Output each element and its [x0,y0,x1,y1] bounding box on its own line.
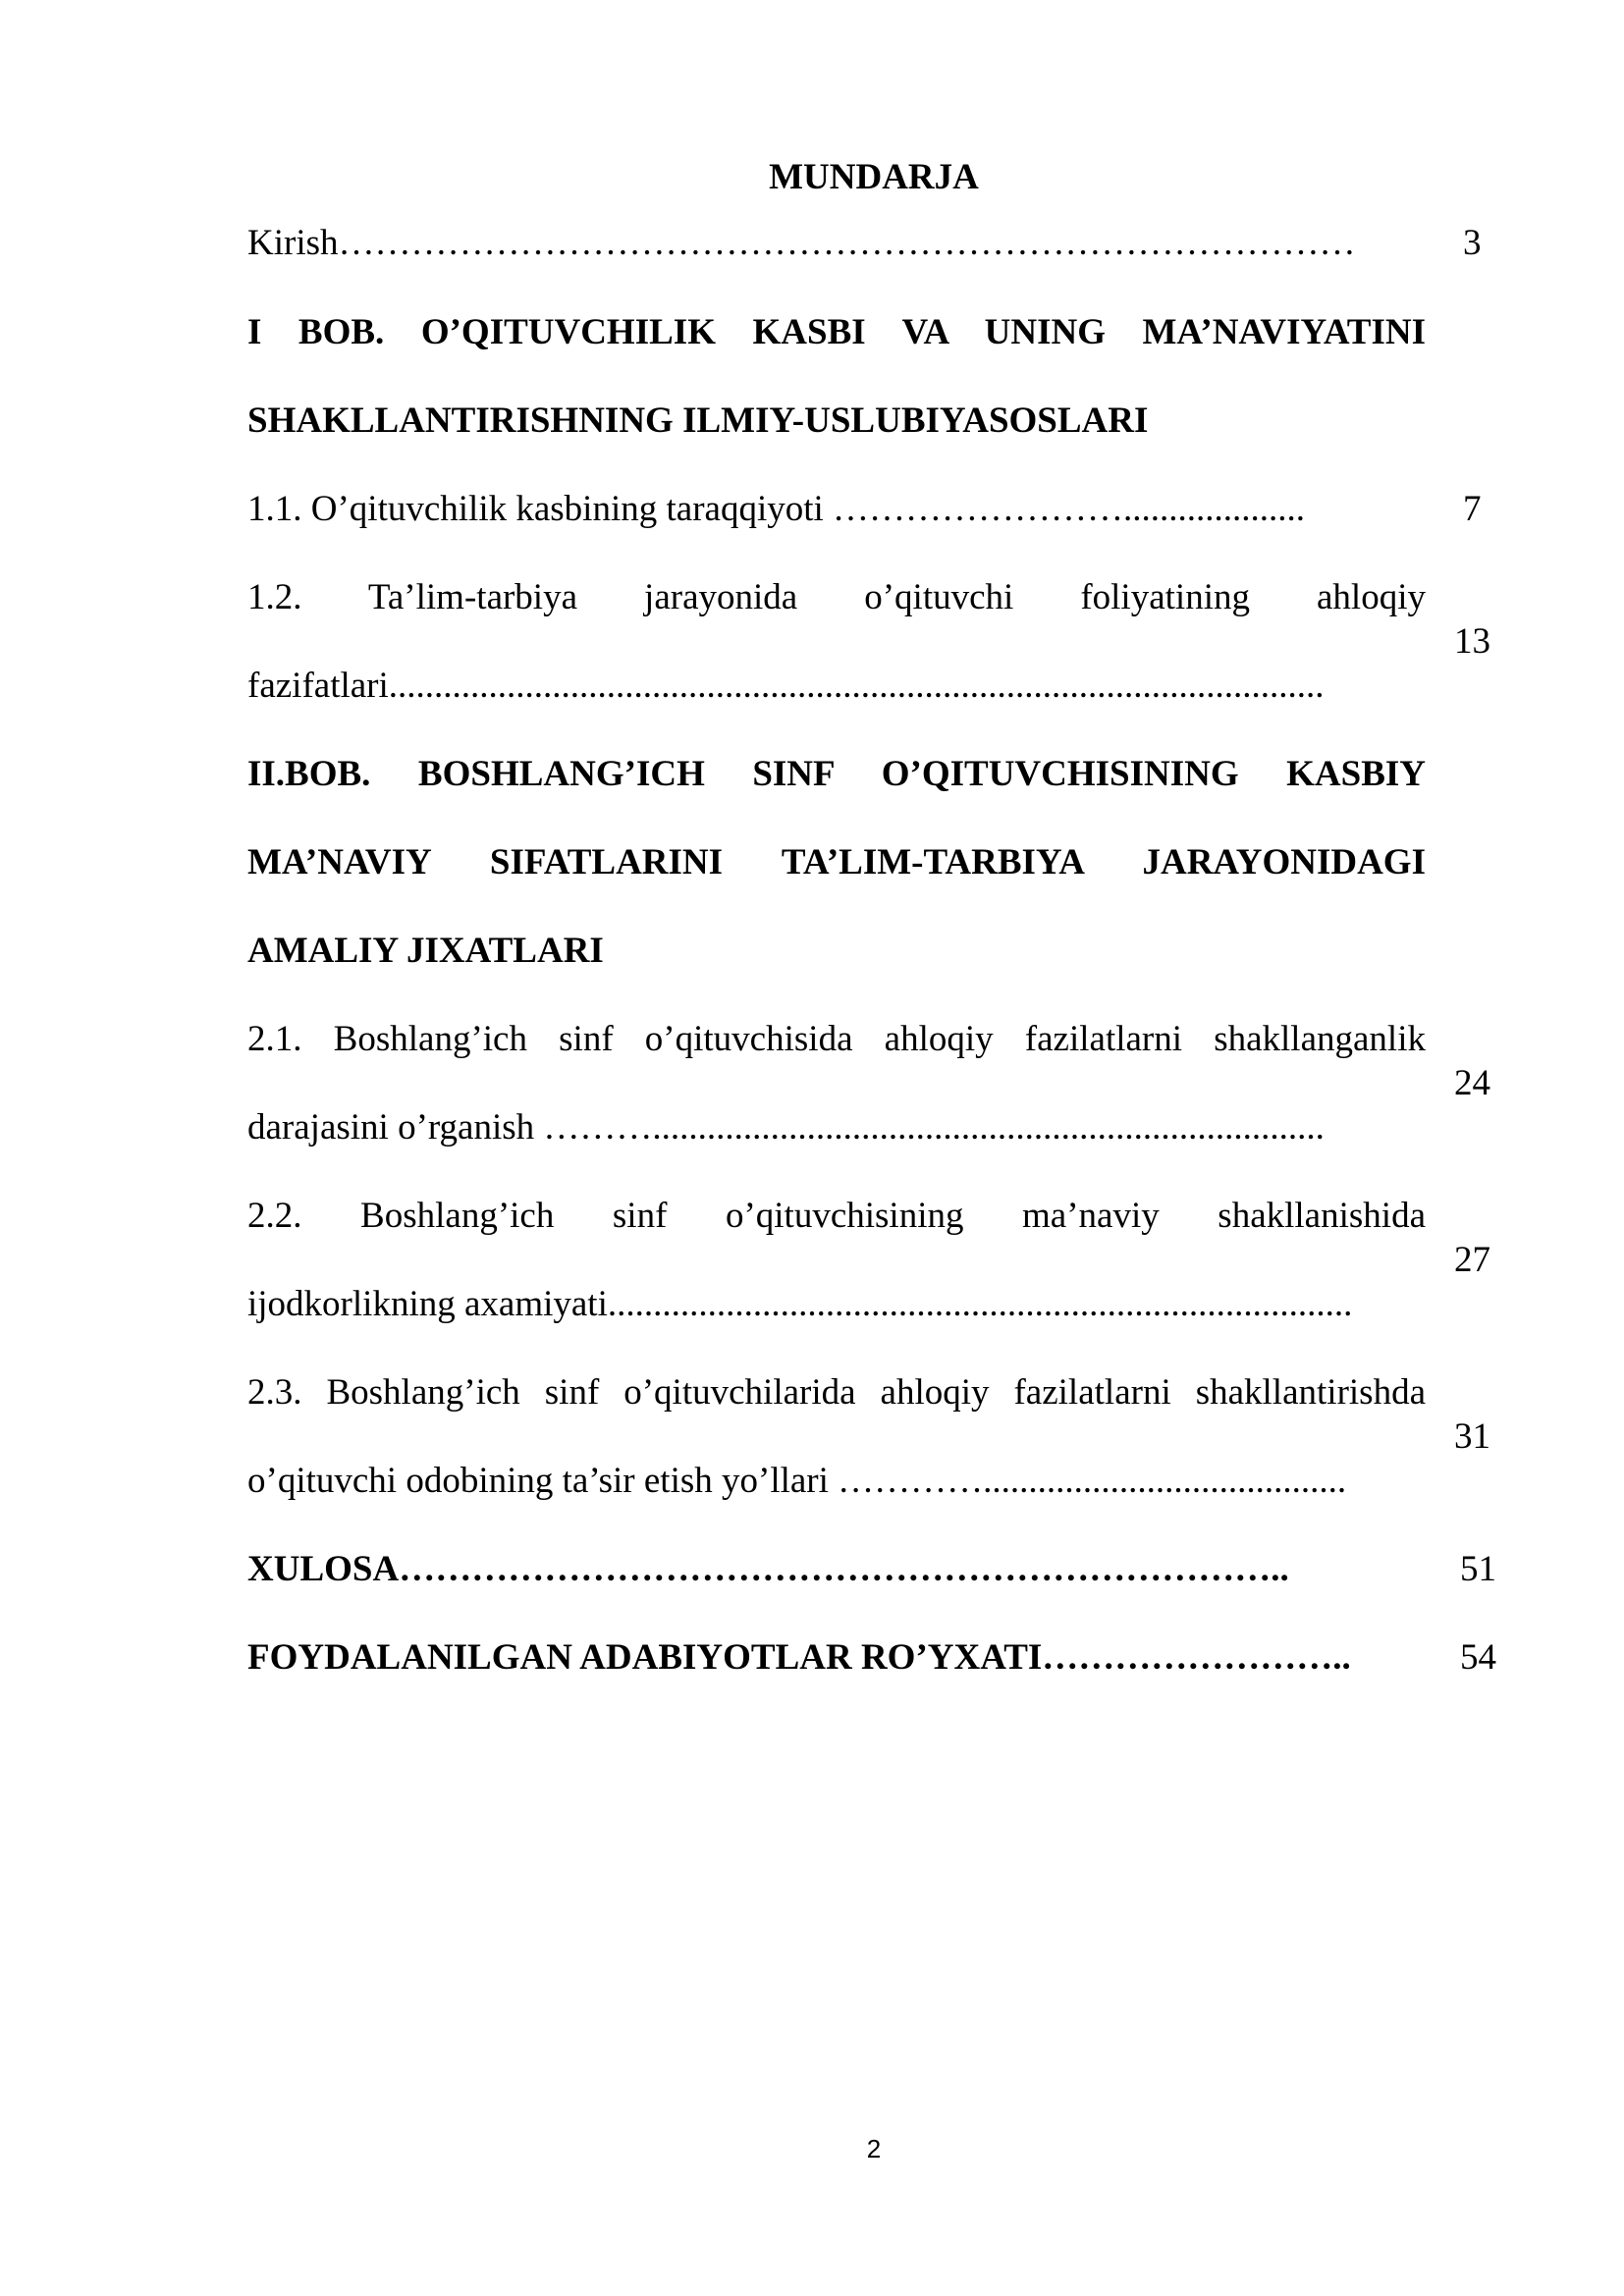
toc-entry-text-line-2: darajasini o’rganish ……….......................................................................... [247,1107,1325,1148]
page-title: MUNDARJA [769,157,979,197]
toc-page-number: 54 [1460,1637,1496,1678]
toc-chapter-text: I BOB. O’QITUVCHILIK KASBI VA UNING MA’NAVIYATINI [247,312,1426,352]
toc-entry-text-line-2: ijodkorlikning axamiyati.................................................................................. [247,1284,1353,1324]
toc-entry-text-line-1: 2.2. Boshlang’ich sinf o’qituvchisining ma’naviy shakllanishida [247,1196,1426,1236]
toc-entry-text-line-1: 1.2. Ta’lim-tarbiya jarayonida o’qituvchi foliyatining ahloqiy [247,577,1426,617]
toc-entry-text: FOYDALANILGAN ADABIYOTLAR RO’YXATI…………………….. [247,1637,1351,1678]
toc-page-number: 27 [1454,1240,1490,1280]
toc-entry-text-line-2: o’qituvchi odobining ta’sir etish yo’llari …………........................................ [247,1461,1347,1501]
toc-page-number: 7 [1463,489,1482,529]
toc-entry-2-3 [247,1369,1494,1505]
toc-chapter-text: SHAKLLANTIRISHNING ILMIY-USLUBIYASOSLARI [247,400,1149,441]
toc-page-number: 13 [1454,621,1490,662]
toc-entry-text-line-1: 2.1. Boshlang’ich sinf o’qituvchisida ahloqiy fazilatlarni shakllanganlik [247,1019,1426,1059]
toc-entry-1-2 [247,574,1494,710]
toc-entry-2-1 [247,1016,1494,1151]
toc-chapter-text: MA’NAVIY SIFATLARINI TA’LIM-TARBIYA JARAYONIDAGI [247,842,1426,882]
toc-page-number: 31 [1454,1416,1490,1457]
toc-entry-text: Kirish………………………………………………………………………… [247,223,1356,263]
toc-entry-text: 1.1. O’qituvchilik kasbining taraqqiyoti …………………….................... [247,489,1306,529]
toc-entry-text: XULOSA……………………………………………………………….. [247,1549,1289,1589]
toc-chapter-text: AMALIY JIXATLARI [247,931,604,971]
footer-page-number: 2 [866,2134,882,2163]
toc-page-number: 3 [1463,223,1482,263]
toc-entry-2-2 [247,1193,1494,1328]
toc-chapter-text: II.BOB. BOSHLANG’ICH SINF O’QITUVCHISINING KASBIY [247,754,1426,794]
toc-entry-text-line-1: 2.3. Boshlang’ich sinf o’qituvchilarida ahloqiy fazilatlarni shakllantirishda [247,1372,1426,1413]
toc-entry-text-line-2: fazifatlari....................................................................................................... [247,666,1325,706]
toc-page-number: 24 [1454,1063,1490,1103]
toc-page-number: 51 [1460,1549,1496,1589]
